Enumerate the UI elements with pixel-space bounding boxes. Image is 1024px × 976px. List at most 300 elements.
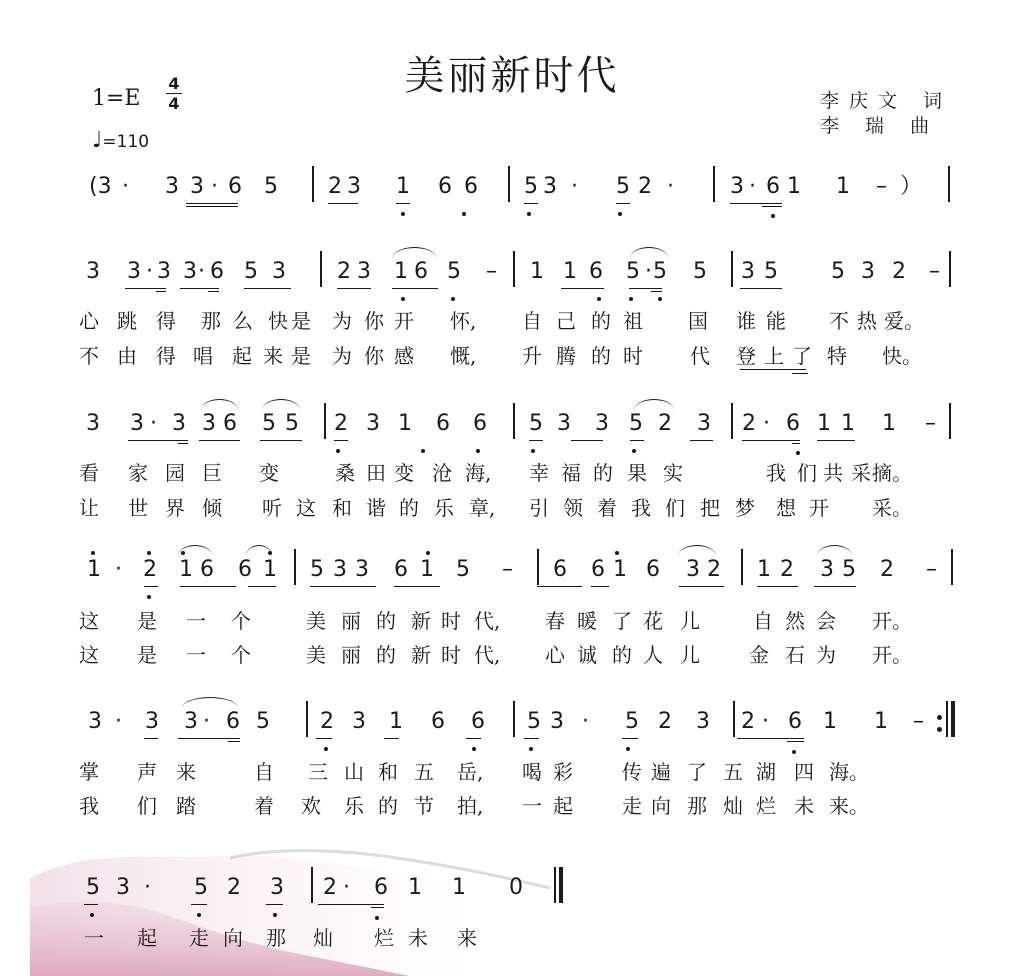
lyric-char: 界 <box>165 496 185 520</box>
note: 3 <box>820 557 834 582</box>
lyric-char: 拍, <box>457 794 484 818</box>
barline <box>951 549 953 585</box>
duration-underline <box>310 586 376 587</box>
duration-underline <box>616 203 630 204</box>
lyric-char: 五 <box>723 760 743 784</box>
lyric-char: 海, <box>465 461 492 485</box>
lyric-char: 石 <box>785 643 805 667</box>
lyric-char: 诚 <box>577 643 597 667</box>
lyric-char: 我 <box>766 461 786 485</box>
note: 5 <box>194 875 208 900</box>
note: 1 <box>530 259 544 284</box>
octave-dot-below <box>401 212 405 216</box>
note: – <box>486 259 497 284</box>
lyric-char: 登 <box>736 344 756 368</box>
note: 3 <box>697 411 711 436</box>
lyric-char: 来 <box>457 926 477 950</box>
note: ） <box>900 174 923 199</box>
duration-underline <box>757 586 798 587</box>
duration-underline <box>180 288 219 289</box>
octave-dot-below <box>472 747 476 751</box>
lyric-char: 掌 <box>79 760 99 784</box>
lyric-char: 的 <box>612 643 632 667</box>
duration-underline <box>591 586 609 587</box>
note: 6 <box>394 557 408 582</box>
lyric-char: 未 <box>794 794 814 818</box>
lyric-char: 欢 <box>301 794 321 818</box>
barline <box>311 867 313 903</box>
octave-dot-below <box>462 212 466 216</box>
lyric-char: 我 <box>631 496 651 520</box>
octave-dot-below <box>324 747 328 751</box>
lyric-char: 喝 <box>522 760 542 784</box>
note: 5 <box>842 557 856 582</box>
note: 6 <box>471 709 485 734</box>
note: · <box>115 557 122 582</box>
lyric-char: 是 <box>137 609 157 633</box>
octave-dot-above <box>91 551 95 555</box>
note: 3 <box>355 557 369 582</box>
lyric-char: 由 <box>117 344 137 368</box>
note: · <box>645 259 652 284</box>
lyric-char: 着 <box>597 496 617 520</box>
duration-underline <box>334 440 348 441</box>
lyric-char: 新 <box>411 609 431 633</box>
tie-arc <box>262 399 300 410</box>
note: 1 <box>841 411 855 436</box>
note: – <box>929 259 940 284</box>
duration-underline <box>191 904 207 905</box>
octave-dot-below <box>771 214 775 218</box>
duration-underline <box>180 586 236 587</box>
lyric-char: 来 <box>176 760 196 784</box>
lyric-char: 热 <box>857 309 877 333</box>
note: 3 <box>184 709 198 734</box>
note: – <box>502 557 513 582</box>
octave-dot-below <box>632 449 636 453</box>
note: · <box>211 174 218 199</box>
note: 6 <box>786 411 800 436</box>
lyric-char: 这 <box>79 643 99 667</box>
lyric-underline <box>792 373 808 374</box>
note: · <box>198 259 205 284</box>
lyric-char: 走 <box>189 926 209 950</box>
note: 5 <box>616 174 630 199</box>
lyric-char: 个 <box>231 643 251 667</box>
duration-underline <box>737 738 804 739</box>
octave-dot-above <box>615 551 619 555</box>
lyric-char: 时 <box>623 344 643 368</box>
barline <box>713 166 715 202</box>
lyric-char: 祖 <box>623 309 643 333</box>
duration-underline <box>144 738 158 739</box>
note: 5 <box>262 411 276 436</box>
note: · <box>582 709 589 734</box>
duration-underline <box>537 586 582 587</box>
note: 3 <box>172 411 186 436</box>
lyric-char: 变 <box>394 461 414 485</box>
lyric-char: 一 <box>186 609 206 633</box>
note: – <box>926 557 937 582</box>
note: 3 <box>183 259 197 284</box>
lyric-char: 引 <box>529 496 549 520</box>
note: 2 <box>337 259 351 284</box>
note: 5 <box>693 259 707 284</box>
duration-underline <box>144 586 158 587</box>
octave-dot-below <box>796 451 800 455</box>
duration-underline <box>128 440 188 441</box>
note: 2 <box>638 174 652 199</box>
note: 6 <box>473 411 487 436</box>
lyric-char: 那 <box>687 794 707 818</box>
lyric-char: 乐 <box>344 794 364 818</box>
duration-underline <box>730 203 782 204</box>
lyric-char: 传 <box>622 760 642 784</box>
lyric-char: 的 <box>376 643 396 667</box>
note: 2 <box>707 557 721 582</box>
note: 3 <box>543 174 557 199</box>
note: 3 <box>270 875 284 900</box>
note: 6 <box>414 259 428 284</box>
lyric-char: 丽 <box>341 609 361 633</box>
lyric-char: 暖 <box>577 609 597 633</box>
tie-arc <box>393 247 436 258</box>
lyric-char: 己 <box>556 309 576 333</box>
lyric-char: 丽 <box>341 643 361 667</box>
note: · <box>343 875 350 900</box>
lyric-char: 巨 <box>202 461 222 485</box>
tempo-value: =110 <box>102 132 150 152</box>
lyric-char: 把 <box>700 496 720 520</box>
note: 1 <box>817 411 831 436</box>
lyric-char: 的 <box>378 794 398 818</box>
note: 1 <box>420 557 434 582</box>
note: 5 <box>310 557 324 582</box>
lyric-char: 声 <box>137 760 157 784</box>
lyric-char: 桑 <box>335 461 355 485</box>
barline <box>320 251 322 287</box>
note: 5 <box>447 259 461 284</box>
duration-underline <box>571 440 603 441</box>
lyric-char: 能 <box>766 309 786 333</box>
tie-arc <box>630 247 668 258</box>
duration-underline <box>260 440 302 441</box>
lyric-char: 变 <box>259 461 279 485</box>
note: 3 <box>127 259 141 284</box>
barline <box>324 403 326 439</box>
quarter-note-icon: ♩ <box>92 128 103 153</box>
octave-dot-below <box>421 449 425 453</box>
duration-underline <box>524 203 538 204</box>
note: – <box>876 174 887 199</box>
note: 2 <box>658 709 672 734</box>
lyric-char: 五 <box>414 760 434 784</box>
duration-underline <box>208 291 219 292</box>
note: · <box>122 174 129 199</box>
octave-dot-below <box>336 449 340 453</box>
lyric-char: 果 <box>627 461 647 485</box>
octave-dot-below <box>531 449 535 453</box>
note: 2 <box>880 557 894 582</box>
duration-underline <box>762 206 782 207</box>
barline <box>949 251 951 287</box>
lyric-char: 为 <box>816 643 836 667</box>
note: · <box>571 174 578 199</box>
lyric-char: 的 <box>593 461 613 485</box>
note: 1 <box>882 411 896 436</box>
duration-underline <box>125 288 166 289</box>
octave-dot-below <box>401 297 405 301</box>
lyric-char: 儿 <box>680 609 700 633</box>
duration-underline <box>740 288 782 289</box>
lyric-char: 我 <box>79 794 99 818</box>
lyric-char: 然 <box>785 609 805 633</box>
lyric-char: 升 <box>522 344 542 368</box>
tie-arc <box>182 697 238 708</box>
note: 5 <box>264 174 278 199</box>
note: 3 <box>157 259 171 284</box>
note: 5 <box>625 709 639 734</box>
note: 3 <box>202 411 216 436</box>
lyric-char: 快。 <box>882 344 922 368</box>
lyric-char: 心 <box>79 309 99 333</box>
note: 1 <box>179 557 193 582</box>
lyric-char: 乐 <box>434 496 454 520</box>
note: 6 <box>788 709 802 734</box>
lyric-char: 上 <box>764 344 784 368</box>
lyric-char: 走 <box>622 794 642 818</box>
lyric-char: 园 <box>165 461 185 485</box>
octave-dot-below <box>597 297 601 301</box>
note: 6 <box>766 174 780 199</box>
lyric-char: 们 <box>797 461 817 485</box>
note: 6 <box>553 557 567 582</box>
octave-dot-below <box>451 297 455 301</box>
lyric-char: 章, <box>469 496 496 520</box>
barline <box>513 403 515 439</box>
lyric-char: 世 <box>128 496 148 520</box>
landscape-watermark <box>30 838 590 976</box>
duration-underline <box>622 738 638 739</box>
duration-underline <box>529 440 543 441</box>
octave-dot-below <box>273 913 277 917</box>
note: 3 <box>190 174 204 199</box>
note: 1 <box>836 174 850 199</box>
lyric-char: 和 <box>378 760 398 784</box>
note: 1 <box>613 557 627 582</box>
lyric-char: 们 <box>665 496 685 520</box>
lyric-char: 那 <box>201 309 221 333</box>
lyric-char: 向 <box>223 926 243 950</box>
octave-dot-below <box>197 913 201 917</box>
lyric-char: 来。 <box>829 794 869 818</box>
duration-underline <box>244 288 291 289</box>
note: · <box>763 411 770 436</box>
lyric-char: 爱。 <box>884 309 924 333</box>
lyric-char: 个 <box>231 609 251 633</box>
note: 6 <box>589 259 603 284</box>
lyric-char: 起 <box>553 794 573 818</box>
duration-underline <box>228 741 240 742</box>
note: 2 <box>323 875 337 900</box>
barline <box>513 701 515 737</box>
lyric-char: 开 <box>394 309 414 333</box>
lyric-char: 开。 <box>872 609 912 633</box>
duration-underline <box>396 203 410 204</box>
lyric-char: 不 <box>829 309 849 333</box>
note: 6 <box>200 557 214 582</box>
lyric-char: 遍 <box>651 760 671 784</box>
barline <box>731 403 733 439</box>
time-signature <box>166 74 182 113</box>
lyric-char: 金 <box>749 643 769 667</box>
lyric-char: 倾 <box>202 496 222 520</box>
duration-underline <box>178 443 188 444</box>
duration-underline <box>742 440 800 441</box>
note: 3 <box>357 259 371 284</box>
lyric-char: 听 <box>262 496 282 520</box>
note: 3 <box>272 259 286 284</box>
lyric-char: 三 <box>308 760 328 784</box>
lyric-char: 彩 <box>553 760 573 784</box>
note: 2 <box>742 411 756 436</box>
barline <box>513 251 515 287</box>
note: 1 <box>563 259 577 284</box>
lyric-char: 国 <box>688 309 708 333</box>
lyric-char: 幸 <box>529 461 549 485</box>
tie-arc <box>201 399 238 410</box>
note: 2 <box>658 411 672 436</box>
lyric-char: 和 <box>332 496 352 520</box>
note: · <box>150 411 157 436</box>
lyric-char: 那 <box>266 926 286 950</box>
lyric-char: 的 <box>591 344 611 368</box>
note: 3 <box>165 174 179 199</box>
lyric-char: 开。 <box>872 643 912 667</box>
duration-underline <box>394 586 440 587</box>
note: 6 <box>436 411 450 436</box>
note: 2 <box>334 411 348 436</box>
note: 1 <box>396 174 410 199</box>
note: 5 <box>653 259 667 284</box>
lyric-char: 谐 <box>366 496 386 520</box>
barline <box>741 549 743 585</box>
note: 6 <box>228 174 242 199</box>
note: 3 <box>145 709 159 734</box>
duration-underline <box>630 440 644 441</box>
duration-underline <box>266 904 283 905</box>
note: 1 <box>874 709 888 734</box>
note: 1 <box>394 259 408 284</box>
lyric-char: 这 <box>79 609 99 633</box>
duration-underline <box>651 291 662 292</box>
barline <box>508 166 510 202</box>
lyric-char: 跳 <box>117 309 137 333</box>
duration-underline <box>186 203 238 204</box>
tie-arc <box>817 545 852 556</box>
lyric-char: 一 <box>522 794 542 818</box>
octave-dot-below <box>529 747 533 751</box>
note: 5 <box>529 411 543 436</box>
duration-underline <box>384 738 399 739</box>
note: 1 <box>87 557 101 582</box>
barline <box>948 166 950 202</box>
lyric-char: 们 <box>137 794 157 818</box>
lyric-char: 特 <box>827 344 847 368</box>
note: 1 <box>389 709 403 734</box>
lyric-char: 快 <box>268 309 288 333</box>
note: 1 <box>823 709 837 734</box>
lyric-char: 春 <box>545 609 565 633</box>
lyric-char: 共 <box>823 461 843 485</box>
note: 3 <box>352 709 366 734</box>
lyric-char: 节 <box>414 794 434 818</box>
lyric-char: 向 <box>651 794 671 818</box>
lyric-char: 不 <box>79 344 99 368</box>
duration-underline <box>371 907 384 908</box>
lyric-char: 想 <box>776 496 796 520</box>
note: – <box>925 411 936 436</box>
note: 3 <box>86 259 100 284</box>
note: 5 <box>831 259 845 284</box>
lyric-char: 慨, <box>450 344 477 368</box>
lyric-char: 领 <box>563 496 583 520</box>
tie-arc <box>178 545 212 556</box>
lyric-char: 唱 <box>193 344 213 368</box>
lyric-char: 儿 <box>680 643 700 667</box>
note: 2 <box>320 709 334 734</box>
note: 6 <box>438 174 452 199</box>
duration-underline <box>156 291 166 292</box>
note: · <box>144 875 151 900</box>
lyric-char: 采 <box>851 461 871 485</box>
note: 6 <box>591 557 605 582</box>
note: 5 <box>86 875 100 900</box>
lyric-char: 四 <box>794 760 814 784</box>
note: 5 <box>285 411 299 436</box>
lyric-char: 梦 <box>735 496 755 520</box>
note: 1 <box>452 875 466 900</box>
duration-underline <box>199 440 240 441</box>
octave-dot-below <box>629 297 633 301</box>
barline <box>731 251 733 287</box>
duration-underline <box>679 586 724 587</box>
note: 5 <box>244 259 258 284</box>
octave-dot-below <box>90 913 94 917</box>
note: · <box>115 709 122 734</box>
tie-arc <box>678 545 716 556</box>
octave-dot-below <box>527 212 531 216</box>
note: 6 <box>431 709 445 734</box>
key-signature: 1=E <box>92 86 141 111</box>
lyric-char: 采。 <box>872 496 912 520</box>
note: 6 <box>646 557 660 582</box>
octave-dot-below <box>626 747 630 751</box>
note: 2 <box>892 259 906 284</box>
note: 2 <box>227 875 241 900</box>
lyric-char: 是 <box>291 309 311 333</box>
lyric-char: 心 <box>545 643 565 667</box>
duration-underline <box>392 288 438 289</box>
lyric-char: 得 <box>156 344 176 368</box>
lyric-char: 代, <box>474 609 501 633</box>
lyric-char: 得 <box>156 309 176 333</box>
octave-dot-above <box>426 551 430 555</box>
note: · <box>762 709 769 734</box>
lyric-char: 美 <box>306 609 326 633</box>
note: 3 <box>130 411 144 436</box>
lyric-char: 踏 <box>176 794 196 818</box>
